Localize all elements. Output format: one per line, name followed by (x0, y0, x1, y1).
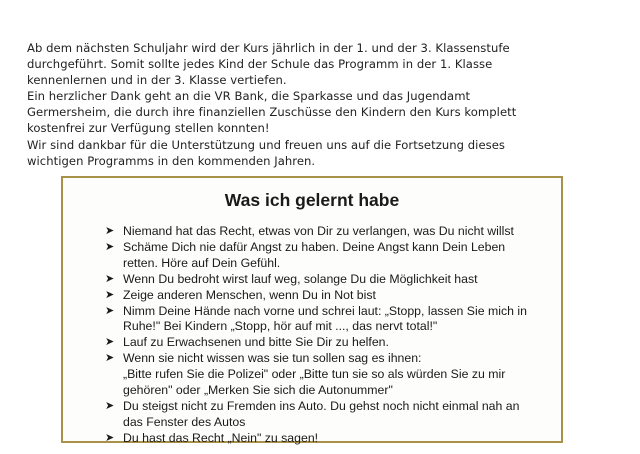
intro-line: Ab dem nächsten Schuljahr wird der Kurs jährlich in der 1. und der 3. Klassenstufe (27, 41, 510, 55)
rule-text: Niemand hat das Recht, etwas von Dir zu verlangen, was Du nicht willst (123, 224, 514, 238)
rule-text: Ruhe!" Bei Kindern „Stopp, hör auf mit ..., das nervt total!" (123, 319, 438, 334)
rule-text: gehören" oder „Merken Sie sich die Autonummer" (123, 383, 393, 398)
rule-text: Nimm Deine Hände nach vorne und schrei laut: „Stopp, lassen Sie mich in (123, 303, 527, 318)
list-item (105, 431, 555, 447)
rules-list (105, 224, 555, 447)
rule-text: „Bitte rufen Sie die Polizei" oder „Bitte tun sie so als würden Sie zu mir (123, 367, 506, 382)
arrow-bullet-icon: ➤ (105, 304, 115, 317)
list-item (105, 304, 555, 336)
list-item (105, 399, 555, 431)
rule-text: Du hast das Recht „Nein" zu sagen! (123, 430, 319, 445)
rule-text: Wenn Du bedroht wirst lauf weg, solange Du die Möglichkeit hast (123, 271, 478, 286)
lessons-box (61, 176, 563, 443)
intro-line: kennenlernen und in der 3. Klasse vertiefen. (27, 73, 287, 88)
rule-text: Schäme Dich nie dafür Angst zu haben. Deine Angst kann Dein Leben (123, 239, 506, 254)
intro-line: durchgeführt. Somit sollte jedes Kind der Schule das Programm in der 1. Klasse (27, 57, 493, 72)
arrow-bullet-icon: ➤ (105, 399, 115, 412)
arrow-bullet-icon: ➤ (105, 431, 115, 444)
arrow-bullet-icon: ➤ (105, 225, 115, 237)
list-item (105, 224, 555, 240)
rule-text: Du steigst nicht zu Fremden ins Auto. Du gehst noch nicht einmal nah an (123, 398, 520, 413)
rule-text: Zeige anderen Menschen, wenn Du in Not bist (123, 287, 376, 302)
rule-text: Lauf zu Erwachsenen und bitte Sie Dir zu helfen. (123, 335, 389, 350)
rule-text: Wenn sie nicht wissen was sie tun sollen sag es ihnen: (123, 351, 422, 366)
intro-paragraph (27, 40, 633, 169)
list-item (105, 288, 555, 304)
rule-text: das Fenster des Autos (123, 414, 246, 429)
arrow-bullet-icon: ➤ (105, 336, 115, 349)
arrow-bullet-icon: ➤ (105, 272, 115, 285)
intro-line: Wir sind dankbar für die Unterstützung und freuen uns auf die Fortsetzung dieses (27, 137, 505, 152)
intro-line: kostenfrei zur Verfügung stellen konnten! (27, 121, 270, 136)
intro-line: Germersheim, die durch ihre finanziellen Zuschüsse den Kindern den Kurs komplett (27, 105, 517, 120)
list-item (105, 335, 555, 351)
intro-line: Ein herzlicher Dank geht an die VR Bank, die Sparkasse und das Jugendamt (27, 89, 471, 104)
intro-line: wichtigen Programms in den kommenden Jahren. (27, 153, 316, 168)
list-item (105, 240, 555, 272)
list-item (105, 351, 555, 399)
arrow-bullet-icon: ➤ (105, 352, 115, 365)
arrow-bullet-icon: ➤ (105, 240, 115, 253)
arrow-bullet-icon: ➤ (105, 288, 115, 301)
list-item (105, 272, 555, 288)
box-title: Was ich gelernt habe (224, 190, 400, 210)
rule-text: retten. Höre auf Dein Gefühl. (123, 255, 281, 270)
